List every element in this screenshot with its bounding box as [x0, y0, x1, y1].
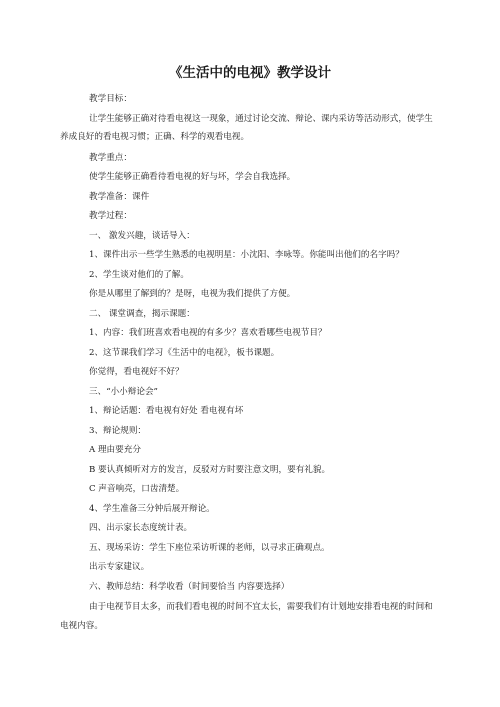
paragraph-line: 养成良好的看电视习惯；正确、科学的观看电视。	[60, 132, 250, 142]
paragraph-line: 电视内容。	[60, 621, 103, 631]
paragraph-line: 六、教师总结：科学收看（时间要恰当 内容要选择）	[89, 582, 290, 592]
paragraph-line: 一、 激发兴趣，谈话导入：	[89, 231, 195, 241]
paragraph-line: 使学生能够正确看待看电视的好与坏，学会自我选择。	[89, 172, 296, 182]
paragraph-line: 四、出示家长态度统计表。	[89, 523, 193, 533]
paragraph-line: 2、这节课我们学习《生活中的电视》，板书课题。	[89, 348, 280, 358]
paragraph-line: 你是从哪里了解到的？是呀，电视为我们提供了方便。	[89, 289, 296, 299]
document-title: 《生活中的电视》教学设计	[169, 65, 331, 81]
paragraph-line: 1、内容：我们班喜欢看电视的有多少？喜欢看哪些电视节目？	[89, 328, 327, 338]
paragraph-line: 1、辩论话题：看电视有好处 看电视有坏	[89, 406, 244, 416]
paragraph-line: 你觉得，看电视好不好？	[89, 367, 184, 377]
paragraph-line: 教学重点：	[89, 153, 132, 163]
paragraph-line: 1、课件出示一些学生熟悉的电视明星：小沈阳、李咏等。你能叫出他们的名字吗？	[89, 250, 404, 260]
paragraph-line: 三、“小小辩论会”	[89, 387, 158, 397]
paragraph-line: 让学生能够正确对待看电视这一现象，通过讨论交流、辩论、课内采访等活动形式，使学生	[89, 114, 433, 124]
paragraph-line: 教学目标：	[89, 94, 132, 104]
paragraph-line: 3、辩论规则：	[89, 426, 147, 436]
paragraph-line: 2、学生谈对他们的了解。	[89, 270, 189, 280]
paragraph-line: 二、 课堂调查，揭示课题：	[89, 309, 195, 319]
paragraph-line: A 理由要充分	[89, 445, 141, 455]
paragraph-line: C 声音响亮，口齿清楚。	[89, 484, 185, 494]
paragraph-line: 五、现场采访：学生下座位采访听课的老师，以寻求正确观点。	[89, 543, 330, 553]
paragraph-line: 出示专家建议。	[89, 562, 150, 572]
paragraph-line: B 要认真倾听对方的发言，反驳对方时要注意文明，要有礼貌。	[89, 465, 331, 475]
paragraph-line: 教学准备：课件	[89, 192, 150, 202]
paragraph-line: 教学过程：	[89, 211, 132, 221]
paragraph-line: 由于电视节目太多，而我们看电视的时间不宜太长，需要我们有计划地安排看电视的时间和	[89, 602, 433, 612]
paragraph-line: 4、学生准备三分钟后展开辩论。	[89, 504, 215, 514]
